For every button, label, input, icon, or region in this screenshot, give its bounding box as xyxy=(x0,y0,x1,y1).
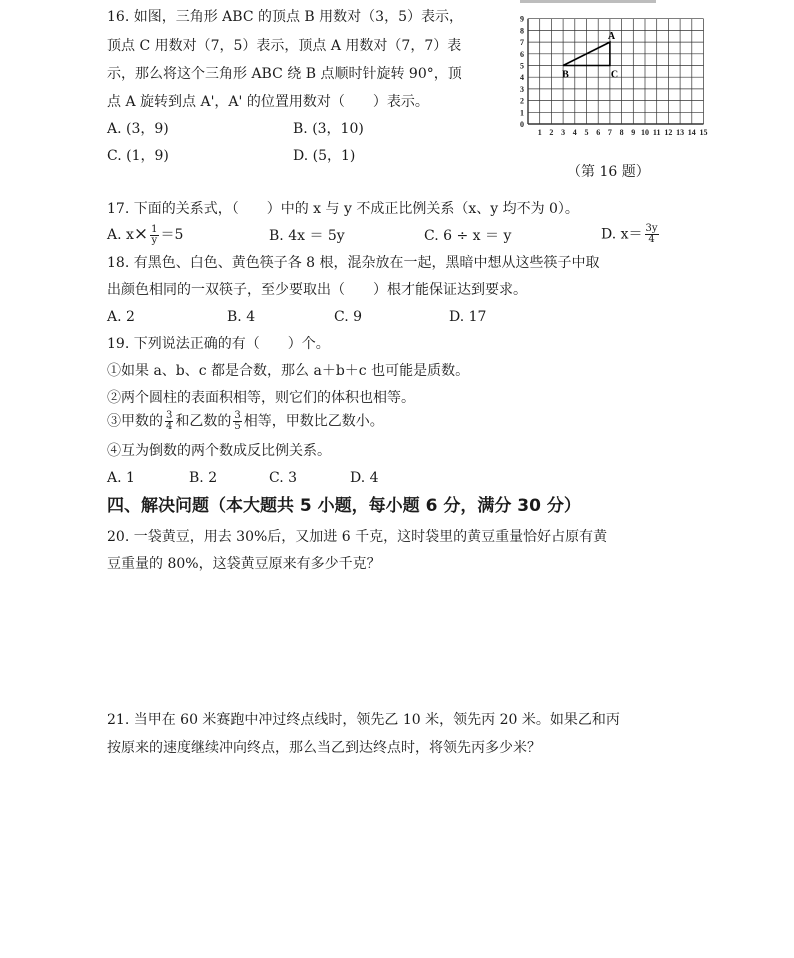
x-tick-label: 8 xyxy=(619,128,624,137)
q19-s3-suffix: 相等，甲数比乙数小。 xyxy=(243,413,384,430)
q19-statement-2: ②两个圆柱的表面积相等，则它们的体积也相等。 xyxy=(107,390,415,406)
q17-d-prefix: D. x＝ xyxy=(601,226,643,243)
q20-line-2: 豆重量的 80%，这袋黄豆原来有多少千克？ xyxy=(107,556,381,572)
q18-option-d: D. 17 xyxy=(449,309,487,325)
q17-a-frac-den: y xyxy=(151,234,158,246)
q16-line-1: 16. 如图，三角形 ABC 的顶点 B 用数对（3，5）表示， xyxy=(107,9,463,25)
q19-s3-f1-den: 4 xyxy=(166,421,173,432)
q19-s3-f2-den: 5 xyxy=(234,421,241,432)
point-label-b: B xyxy=(562,69,569,81)
q19-s3-f2-num: 3 xyxy=(234,410,241,421)
q19-option-d: D. 4 xyxy=(350,470,379,486)
y-tick-label: 0 xyxy=(520,120,524,129)
q17-a-suffix: ＝5 xyxy=(160,227,184,243)
y-tick-label: 3 xyxy=(520,84,524,94)
point-label-c: C xyxy=(610,69,619,81)
figure-caption: （第 16 题） xyxy=(567,164,650,180)
coordinate-grid xyxy=(514,6,710,148)
q19-s3-f1-num: 3 xyxy=(166,410,173,421)
q19-s3-prefix: ③甲数的 xyxy=(107,413,163,430)
x-tick-label: 15 xyxy=(699,128,708,137)
x-tick-label: 1 xyxy=(537,128,542,137)
y-tick-label: 4 xyxy=(520,73,524,83)
q21-line-1: 21. 当甲在 60 米赛跑中冲过终点线时，领先乙 10 米，领先丙 20 米。如果乙和丙 xyxy=(107,712,620,728)
y-tick-label: 1 xyxy=(520,108,524,118)
x-tick-label: 4 xyxy=(572,128,577,137)
q17-a-prefix: A. x xyxy=(107,227,134,243)
q17-a-frac-num: 1 xyxy=(151,223,158,235)
x-tick-label: 6 xyxy=(596,128,601,137)
y-tick-label: 9 xyxy=(520,14,524,24)
q20-line-1: 20. 一袋黄豆，用去 30%后，又加进 6 千克，这时袋里的黄豆重量恰好占原有黄 xyxy=(107,529,608,545)
q17-option-a xyxy=(107,224,183,246)
x-tick-label: 5 xyxy=(584,128,589,137)
x-tick-label: 9 xyxy=(631,128,636,137)
top-scroll-bar xyxy=(520,0,656,3)
q17-a-fraction xyxy=(150,225,158,246)
x-tick-label: 2 xyxy=(549,128,554,137)
y-tick-label: 6 xyxy=(520,49,524,59)
q17-option-c: C. 6 ÷ x ＝ y xyxy=(424,228,512,244)
q19-s3-fraction-1 xyxy=(165,411,173,432)
coordinate-grid-figure xyxy=(514,6,710,152)
q16-line-3: 示，那么将这个三角形 ABC 绕 B 点顺时针旋转 90°，顶 xyxy=(107,66,462,82)
q17-a-times: × xyxy=(133,224,149,244)
q17-option-d xyxy=(601,224,661,245)
q19-s3-fraction-2 xyxy=(233,411,241,432)
x-tick-label: 11 xyxy=(652,128,661,137)
x-tick-label: 14 xyxy=(687,128,696,137)
q19-stem: 19. 下列说法正确的有（ ）个。 xyxy=(107,336,330,352)
section-4-heading: 四、解决问题（本大题共 5 小题，每小题 6 分，满分 30 分） xyxy=(107,496,581,516)
q21-line-2: 按原来的速度继续冲向终点，那么当乙到达终点时，将领先丙多少米？ xyxy=(107,740,541,756)
q18-option-a: A. 2 xyxy=(107,309,135,325)
q16-option-a: A. (3，9) xyxy=(107,121,169,137)
q18-line-1: 18. 有黑色、白色、黄色筷子各 8 根，混杂放在一起，黑暗中想从这些筷子中取 xyxy=(107,255,600,271)
q18-option-b: B. 4 xyxy=(227,309,256,325)
x-tick-label: 12 xyxy=(664,128,673,137)
q17-stem: 17. 下面的关系式，（ ）中的 x 与 y 不成正比例关系（x、y 均不为 0）。 xyxy=(107,201,579,217)
y-tick-label: 2 xyxy=(520,96,524,106)
y-tick-label: 5 xyxy=(520,61,524,71)
point-label-a: A xyxy=(607,31,616,43)
q19-statement-3 xyxy=(107,411,384,432)
y-tick-label: 7 xyxy=(520,38,524,48)
q19-statement-4: ④互为倒数的两个数成反比例关系。 xyxy=(107,443,331,459)
q19-option-b: B. 2 xyxy=(189,470,218,486)
q19-statement-1: ①如果 a、b、c 都是合数，那么 a＋b＋c 也可能是质数。 xyxy=(107,363,470,379)
q16-line-4: 点 A 旋转到点 A'，A' 的位置用数对（ ）表示。 xyxy=(107,94,429,110)
q16-option-b: B. (3，10) xyxy=(293,121,364,137)
y-tick-label: 8 xyxy=(520,26,524,36)
q18-option-c: C. 9 xyxy=(334,309,363,325)
x-tick-label: 10 xyxy=(641,128,649,137)
q17-d-fraction xyxy=(645,224,659,245)
q17-d-frac-num: 3y xyxy=(645,223,658,234)
q16-option-c: C. (1，9) xyxy=(107,148,169,164)
x-tick-label: 3 xyxy=(561,128,566,137)
x-tick-label: 13 xyxy=(676,128,685,137)
x-tick-label: 7 xyxy=(607,128,612,137)
q19-option-a: A. 1 xyxy=(107,470,135,486)
q16-line-2: 顶点 C 用数对（7，5）表示，顶点 A 用数对（7，7）表 xyxy=(107,38,462,54)
q19-option-c: C. 3 xyxy=(269,470,298,486)
q18-line-2: 出颜色相同的一双筷子，至少要取出（ ）根才能保证达到要求。 xyxy=(107,282,527,298)
q17-option-b: B. 4x ＝ 5y xyxy=(269,228,345,244)
q17-d-frac-den: 4 xyxy=(648,234,655,245)
q16-option-d: D. (5，1) xyxy=(293,148,356,164)
q19-s3-middle: 和乙数的 xyxy=(175,413,232,430)
